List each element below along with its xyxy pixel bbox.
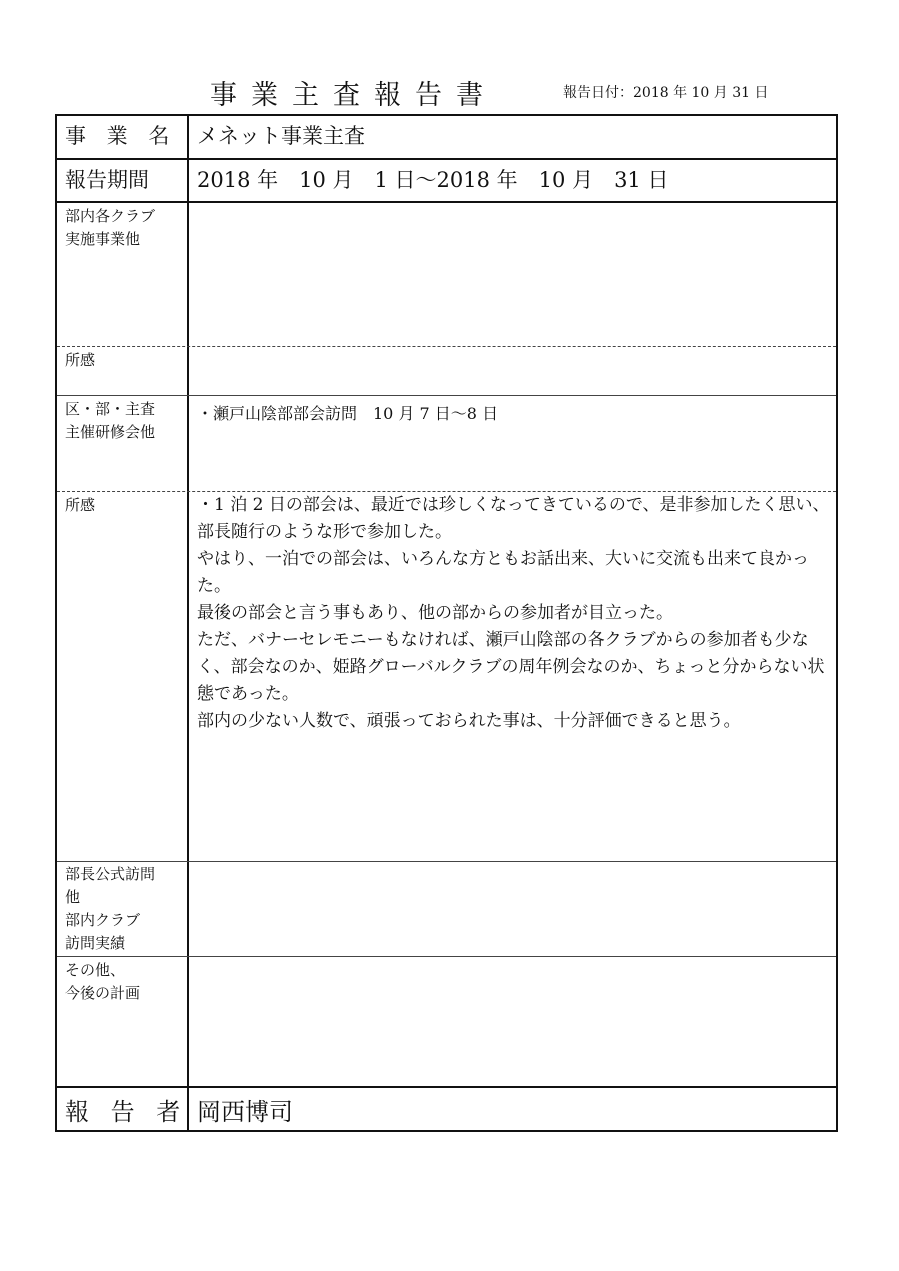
impression-label-1: 所感 [65,351,96,369]
district-events-label: 区・部・主査 主催研修会他 [65,400,156,441]
row-divider [57,201,836,203]
reporter-label: 報 告 者 [65,1098,188,1126]
impression-paragraph: ・1 泊 2 日の部会は、最近では珍しくなってきているので、是非参加したく思い、部長随行のような形で参加した。 [197,495,830,542]
label-column-divider [187,116,189,1130]
row-divider [57,158,836,160]
club-activities-label: 部内各クラブ 実施事業他 [65,207,156,248]
period-value: 2018 年 10 月 1 日～2018 年 10 月 31 日 [197,168,669,192]
impression-label-2: 所感 [65,496,96,514]
report-form [55,114,838,1132]
row-divider [57,395,836,396]
impression-paragraph: 最後の部会と言う事もあり、他の部からの参加者が目立った。 [197,603,673,623]
report-date: 報告日付：2018 年 10 月 31 日 [563,85,769,101]
impression-paragraph: 部内の少ない人数で、頑張っておられた事は、十分評価できると思う。 [197,711,741,731]
impression-paragraph: ただ、バナーセレモニーもなければ、瀬戸山陰部の各クラブからの参加者も少なく、部会なのか、姫路グローバルクラブの周年例会なのか、ちょっと分からない状態であった。 [197,630,825,704]
business-name-label: 事 業 名 [65,124,177,148]
impression-text [197,492,833,735]
official-visits-label: 部長公式訪問 他 部内クラブ 訪問実績 [65,865,156,952]
future-plans-label: その他、 今後の計画 [65,961,141,1002]
period-label: 報告期間 [65,168,149,192]
document-title: 事業主査報告書 [210,80,497,111]
district-event-item: ・瀬戸山陰部部会訪問 10 月 7 日～8 日 [197,404,499,423]
row-divider [57,956,836,957]
dashed-divider [57,346,836,347]
reporter-name: 岡西博司 [197,1098,293,1126]
row-divider [57,1086,836,1088]
impression-paragraph: やはり、一泊での部会は、いろんな方ともお話出来、大いに交流も出来て良かった。 [197,549,809,596]
business-name-value: メネット事業主査 [197,124,365,148]
row-divider [57,861,836,862]
